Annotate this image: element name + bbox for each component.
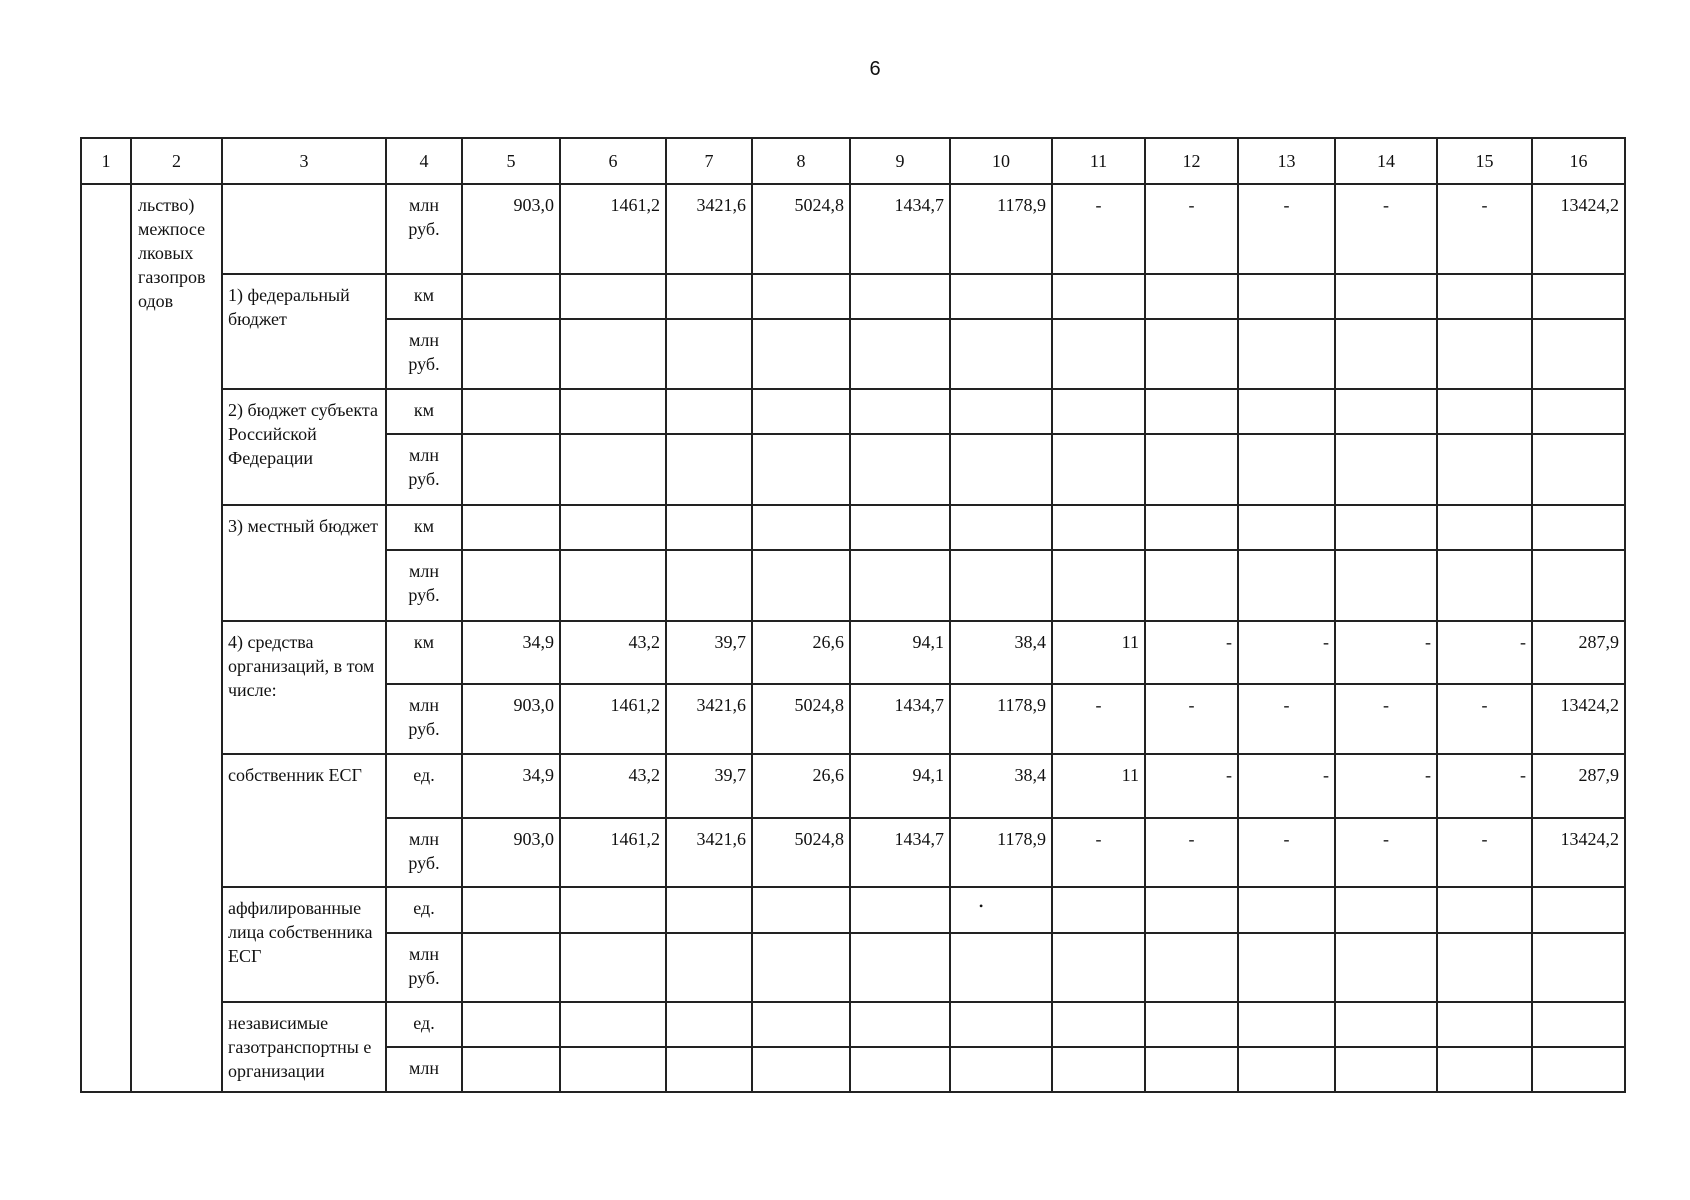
value-cell: 43,2 (560, 621, 666, 684)
row-label: 4) средства организаций, в том числе: (222, 621, 386, 754)
header-cell: 3 (222, 138, 386, 184)
value-cell: 903,0 (462, 684, 560, 754)
value-cell: 26,6 (752, 621, 850, 684)
unit-cell: млн руб. (386, 933, 462, 1002)
value-cell: 13424,2 (1532, 818, 1625, 887)
unit-cell: ед. (386, 1002, 462, 1047)
value-cell: 3421,6 (666, 684, 752, 754)
value-cell: - (1437, 818, 1532, 887)
value-cell: 38,4 (950, 754, 1052, 818)
table-row (81, 754, 1625, 818)
header-cell: 6 (560, 138, 666, 184)
table-row (81, 274, 1625, 319)
unit-cell: млн (386, 1047, 462, 1092)
value-cell: - (1335, 754, 1437, 818)
value-cell: 1461,2 (560, 684, 666, 754)
unit-cell: млн руб. (386, 184, 462, 274)
unit-cell: ед. (386, 754, 462, 818)
header-cell: 2 (131, 138, 222, 184)
value-cell: - (1145, 754, 1238, 818)
unit-cell: млн руб. (386, 434, 462, 505)
value-cell: 5024,8 (752, 684, 850, 754)
stray-mark: • (950, 887, 1052, 933)
value-cell: - (1437, 754, 1532, 818)
header-cell: 15 (1437, 138, 1532, 184)
value-cell: 39,7 (666, 754, 752, 818)
header-cell: 12 (1145, 138, 1238, 184)
unit-cell: млн руб. (386, 818, 462, 887)
header-cell: 9 (850, 138, 950, 184)
value-cell: - (1335, 184, 1437, 274)
row-label: 2) бюджет субъекта Российской Федерации (222, 389, 386, 505)
page-number: 6 (869, 58, 881, 80)
value-cell: 1178,9 (950, 684, 1052, 754)
table-row (81, 621, 1625, 684)
header-cell: 10 (950, 138, 1052, 184)
value-cell: - (1437, 684, 1532, 754)
value-cell: - (1335, 684, 1437, 754)
value-cell: - (1145, 184, 1238, 274)
value-cell: - (1437, 184, 1532, 274)
value-cell: 38,4 (950, 621, 1052, 684)
unit-cell: ед. (386, 887, 462, 933)
value-cell: - (1335, 818, 1437, 887)
value-cell: - (1437, 621, 1532, 684)
header-cell: 7 (666, 138, 752, 184)
value-cell: 11 (1052, 621, 1145, 684)
value-cell: 1434,7 (850, 684, 950, 754)
value-cell: - (1238, 621, 1335, 684)
table-row (81, 887, 1625, 933)
unit-cell: млн руб. (386, 550, 462, 621)
unit-cell: млн руб. (386, 319, 462, 389)
row-label: собственник ЕСГ (222, 754, 386, 887)
value-cell: - (1145, 818, 1238, 887)
value-cell: - (1145, 684, 1238, 754)
header-cell: 8 (752, 138, 850, 184)
row-label: независимые газотранспортны е организации (222, 1002, 386, 1092)
value-cell: 287,9 (1532, 621, 1625, 684)
value-cell: 13424,2 (1532, 184, 1625, 274)
value-cell: 94,1 (850, 621, 950, 684)
value-cell: 3421,6 (666, 184, 752, 274)
value-cell: 13424,2 (1532, 684, 1625, 754)
table-row (81, 389, 1625, 434)
value-cell: - (1052, 818, 1145, 887)
value-cell: 43,2 (560, 754, 666, 818)
value-cell: 1461,2 (560, 184, 666, 274)
value-cell: - (1145, 621, 1238, 684)
header-cell: 1 (81, 138, 131, 184)
value-cell: - (1238, 754, 1335, 818)
row-label: аффилированные лица собственника ЕСГ (222, 887, 386, 1002)
header-cell: 11 (1052, 138, 1145, 184)
value-cell: 1434,7 (850, 184, 950, 274)
unit-cell: км (386, 274, 462, 319)
table-row (81, 1002, 1625, 1047)
value-cell: 1178,9 (950, 818, 1052, 887)
table-row (81, 184, 1625, 274)
value-cell: 11 (1052, 754, 1145, 818)
value-cell: 1434,7 (850, 818, 950, 887)
value-cell: 1178,9 (950, 184, 1052, 274)
header-cell: 13 (1238, 138, 1335, 184)
header-row (81, 138, 1625, 184)
unit-cell: км (386, 389, 462, 434)
header-cell: 14 (1335, 138, 1437, 184)
value-cell: - (1335, 621, 1437, 684)
value-cell: 5024,8 (752, 184, 850, 274)
value-cell: 287,9 (1532, 754, 1625, 818)
value-cell: 34,9 (462, 754, 560, 818)
value-cell: 26,6 (752, 754, 850, 818)
empty-label-cell (222, 184, 386, 274)
value-cell: 5024,8 (752, 818, 850, 887)
value-cell: 1461,2 (560, 818, 666, 887)
value-cell: - (1052, 184, 1145, 274)
row-label: 3) местный бюджет (222, 505, 386, 621)
value-cell: 903,0 (462, 184, 560, 274)
investment-table (80, 137, 1626, 1093)
unit-cell: млн руб. (386, 684, 462, 754)
value-cell: - (1238, 184, 1335, 274)
value-cell: 3421,6 (666, 818, 752, 887)
table-row (81, 505, 1625, 550)
value-cell: - (1238, 684, 1335, 754)
header-cell: 16 (1532, 138, 1625, 184)
unit-cell: км (386, 505, 462, 550)
row-label: 1) федеральный бюджет (222, 274, 386, 389)
header-cell: 4 (386, 138, 462, 184)
value-cell: 903,0 (462, 818, 560, 887)
value-cell: 34,9 (462, 621, 560, 684)
col1-cell (81, 184, 131, 1092)
value-cell: - (1238, 818, 1335, 887)
header-cell: 5 (462, 138, 560, 184)
object-name-cell: льство) межпосе лковых газопров одов (131, 184, 222, 1092)
value-cell: 94,1 (850, 754, 950, 818)
unit-cell: км (386, 621, 462, 684)
value-cell: 39,7 (666, 621, 752, 684)
value-cell: - (1052, 684, 1145, 754)
